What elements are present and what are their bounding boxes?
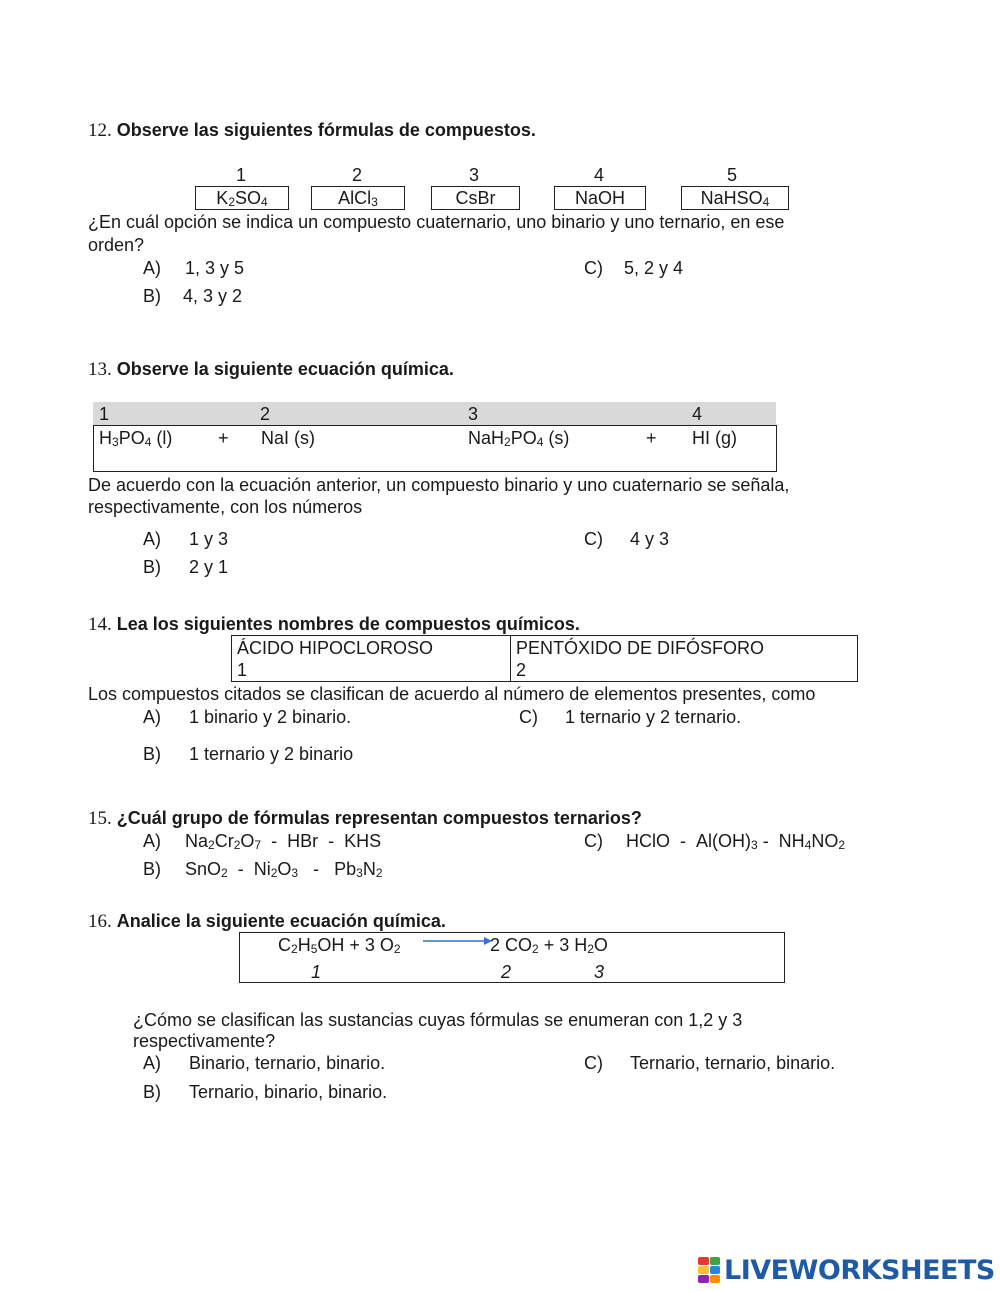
q13-number: 13.	[88, 359, 112, 380]
q14-number: 14.	[88, 614, 112, 635]
liveworksheets-mark-icon	[698, 1257, 720, 1283]
q14-num-1: 1	[237, 660, 248, 680]
q14-num-2: 2	[516, 660, 527, 680]
q13-plus-2: +	[646, 428, 657, 448]
q14-option-b-text[interactable]: 1 ternario y 2 binario	[189, 744, 354, 764]
q16-reactants: $C_2H_5OH + 3$ $O_2$	[278, 935, 401, 956]
q13-question-line2: respectivamente, con los números	[88, 497, 363, 517]
q12-formula-alcl3: AlCl$_3$	[311, 186, 405, 210]
q13-option-b-letter[interactable]: B)	[143, 557, 161, 577]
q16-heading	[88, 911, 446, 933]
q14-heading	[88, 614, 580, 636]
q13-label-2: 2	[260, 404, 271, 424]
q13-formula-nah2po4: $NaH_2PO_4$ (s)	[468, 428, 570, 449]
q12-formula-nahso4: NaHSO$_4$	[681, 186, 789, 210]
q16-option-c-letter[interactable]: C)	[584, 1053, 603, 1073]
q12-formula-k2so4: $K_2SO_4$	[195, 186, 289, 210]
q13-title: Observe la siguiente ecuación química.	[116, 359, 454, 379]
q13-question-line1: De acuerdo con la ecuación anterior, un compuesto binario y uno cuaternario se señala,	[88, 475, 790, 495]
q12-number: 12.	[88, 120, 112, 141]
q15-option-c-letter[interactable]: C)	[584, 831, 603, 851]
q13-header-band	[93, 402, 776, 425]
q13-option-c-letter[interactable]: C)	[584, 529, 603, 549]
q12-option-b-letter[interactable]: B)	[143, 286, 161, 306]
q16-label-2: 2	[501, 962, 512, 982]
q13-heading	[88, 359, 454, 381]
q14-question: Los compuestos citados se clasifican de acuerdo al número de elementos presentes, como	[88, 684, 816, 704]
q14-option-a-text[interactable]: 1 binario y 2 binario.	[189, 707, 352, 727]
q15-title: ¿Cuál grupo de fórmulas representan compuestos ternarios?	[116, 808, 642, 828]
q16-option-b-text[interactable]: Ternario, binario, binario.	[189, 1082, 388, 1102]
q12-option-b-text[interactable]: 4, 3 y 2	[183, 286, 243, 306]
q14-option-c-text[interactable]: 1 ternario y 2 ternario.	[565, 707, 742, 727]
q16-option-c-text[interactable]: Ternario, ternario, binario.	[630, 1053, 836, 1073]
q15-option-b-text[interactable]: $SnO_2 - Ni_2O_3 - Pb_3N_2$	[185, 859, 383, 880]
q15-option-c-text[interactable]: HClO - $Al(OH)_3 - NH_4NO_2$	[626, 831, 846, 852]
q16-reaction-arrow-icon	[422, 934, 494, 948]
q12-option-c-letter[interactable]: C)	[584, 258, 603, 278]
q16-option-a-text[interactable]: Binario, ternario, binario.	[189, 1053, 386, 1073]
q12-formula-naoh: NaOH	[554, 186, 646, 210]
q13-label-1: 1	[99, 404, 110, 424]
q12-label-4: 4	[594, 165, 605, 185]
q12-label-1: 1	[236, 165, 247, 185]
q16-label-1: 1	[311, 962, 322, 982]
liveworksheets-brand: LIVEWORKSHEETS	[724, 1254, 995, 1286]
q16-number: 16.	[88, 911, 112, 932]
q13-label-4: 4	[692, 404, 703, 424]
q13-formula-hi: HI (g)	[692, 428, 737, 448]
q13-label-3: 3	[468, 404, 479, 424]
q13-formula-h3po4: $H_3PO_4$ (l)	[99, 428, 173, 449]
q12-option-a-text[interactable]: 1, 3 y 5	[185, 258, 245, 278]
q16-question-line2: respectivamente?	[133, 1031, 276, 1051]
q12-question-line2: orden?	[88, 235, 145, 255]
q14-title: Lea los siguientes nombres de compuestos químicos.	[116, 614, 580, 634]
q15-heading	[88, 808, 642, 830]
q13-option-b-text[interactable]: 2 y 1	[189, 557, 229, 577]
q12-formula-csbr: CsBr	[431, 186, 520, 210]
q13-equation-box	[93, 425, 777, 472]
q16-option-b-letter[interactable]: B)	[143, 1082, 161, 1102]
q12-option-c-text[interactable]: 5, 2 y 4	[624, 258, 684, 278]
q12-label-5: 5	[727, 165, 738, 185]
q12-heading	[88, 120, 536, 142]
q13-option-c-text[interactable]: 4 y 3	[630, 529, 670, 549]
q14-name-1: ÁCIDO HIPOCLOROSO	[237, 638, 434, 658]
q12-question-line1: ¿En cuál opción se indica un compuesto cuaternario, uno binario y uno ternario, en ese	[88, 212, 785, 232]
q15-number: 15.	[88, 808, 112, 829]
q15-option-a-letter[interactable]: A)	[143, 831, 161, 851]
q15-option-a-text[interactable]: $Na_2Cr_2O_7$ - HBr - KHS	[185, 831, 382, 852]
q14-option-a-letter[interactable]: A)	[143, 707, 161, 727]
q16-products: 2 $CO_2 + 3$ $H_2O$	[490, 935, 608, 956]
q14-option-b-letter[interactable]: B)	[143, 744, 161, 764]
q16-option-a-letter[interactable]: A)	[143, 1053, 161, 1073]
q16-label-3: 3	[594, 962, 605, 982]
q12-label-2: 2	[352, 165, 363, 185]
q12-label-3: 3	[469, 165, 480, 185]
q13-option-a-letter[interactable]: A)	[143, 529, 161, 549]
q16-question-line1: ¿Cómo se clasifican las sustancias cuyas fórmulas se enumeran con 1,2 y 3	[133, 1010, 743, 1030]
q12-title: Observe las siguientes fórmulas de compuestos.	[116, 120, 536, 140]
liveworksheets-logo[interactable]	[698, 1255, 995, 1285]
q15-option-b-letter[interactable]: B)	[143, 859, 161, 879]
q14-name-2: PENTÓXIDO DE DIFÓSFORO	[516, 638, 765, 658]
q12-option-a-letter[interactable]: A)	[143, 258, 161, 278]
q13-formula-nai: NaI (s)	[261, 428, 315, 448]
q14-option-c-letter[interactable]: C)	[519, 707, 538, 727]
q16-title: Analice la siguiente ecuación química.	[116, 911, 446, 931]
q13-option-a-text[interactable]: 1 y 3	[189, 529, 229, 549]
q13-plus-1: +	[218, 428, 229, 448]
